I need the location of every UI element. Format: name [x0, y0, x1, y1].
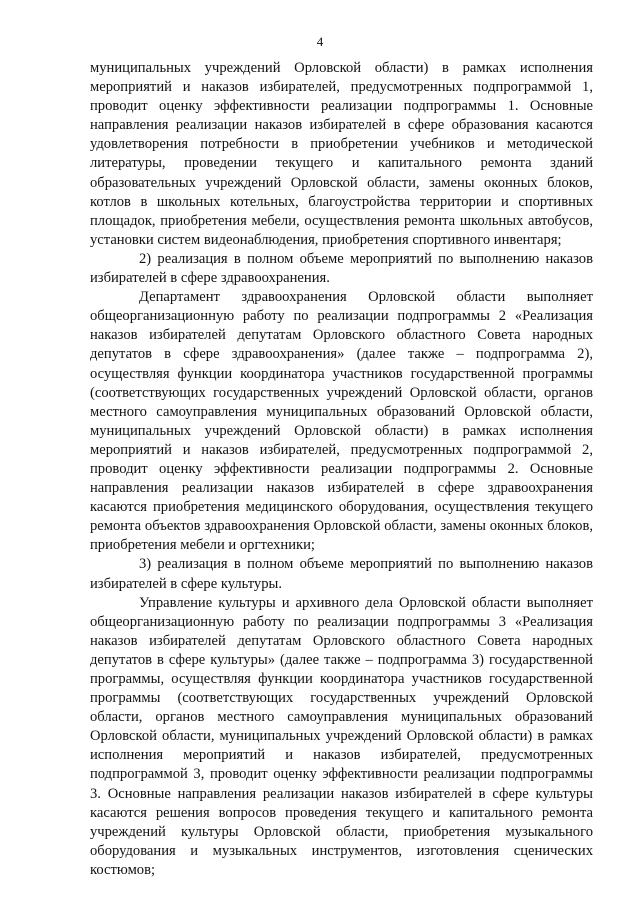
document-body: [90, 59, 593, 880]
page-number: 4: [316, 34, 324, 49]
paragraph-culture-department: Управление культуры и архивного дела Орловской области выполняет общеорганизационную работу по реализации подпрограммы 3 «Реализация наказов избирателей депутатам Орловского областного Совета народных депутатов в сфере культуры» (далее также – подпрограмма 3) государственной программы, осуществляя функции координатора участников государственной программы (соответствующих государственных учреждений Орловской области, органов местного самоуправления муниципальных образований Орловской области, муниципальных учреждений Орловской области) в рамках исполнения мероприятий и наказов избирателей, предусмотренных подпрограммой 3, проводит оценку эффективности реализации подпрограммы 3. Основные направления реализации наказов избирателей в сфере культуры касаются решения вопросов проведения текущего и капитального ремонта учреждений культуры Орловской области, приобретения музыкального оборудования и музыкальных инструментов, изготовления сценических костюмов;: [90, 594, 593, 878]
paragraph-item-3-culture: 3) реализация в полном объеме мероприятий по выполнению наказов избирателей в сфере культуры.: [90, 556, 593, 592]
paragraph-healthcare-department: Департамент здравоохранения Орловской области выполняет общеорганизационную работу по реализации подпрограммы 2 «Реализация наказов избирателей депутатам Орловского областного Совета народных депутатов в сфере здравоохранения» (далее также – подпрограмма 2), осуществляя функции координатора участников государственной программы (соответствующих государственных учреждений Орловской области, органов местного самоуправления муниципальных образований Орловской области, муниципальных учреждений Орловской области) в рамках исполнения мероприятий и наказов избирателей, предусмотренных подпрограммой 2, проводит оценку эффективности реализации подпрограммы 2. Основные направления реализации наказов избирателей в сфере здравоохранения касаются приобретения медицинского оборудования, осуществления текущего ремонта объектов здравоохранения Орловской области, замены оконных блоков, приобретения мебели и оргтехники;: [90, 289, 593, 554]
paragraph-item-2-healthcare: 2) реализация в полном объеме мероприятий по выполнению наказов избирателей в сфере здравоохранения.: [90, 250, 593, 287]
paragraph-education-directions: муниципальных учреждений Орловской области) в рамках исполнения мероприятий и наказов избирателей, предусмотренных подпрограммой 1, проводит оценку эффективности реализации подпрограммы 1. Основные направления реализации наказов избирателей в сфере образования касаются удовлетворения потребности в приобретении учебников и методической литературы, проведении текущего и капитального ремонта зданий образовательных учреждений Орловской области, замены оконных блоков, котлов в школьных котельных, благоустройства территории и спортивных площадок, приобретения мебели, осуществления ремонта школьных автобусов, установки систем видеонаблюдения, приобретения спортивного инвентаря;: [90, 60, 593, 248]
